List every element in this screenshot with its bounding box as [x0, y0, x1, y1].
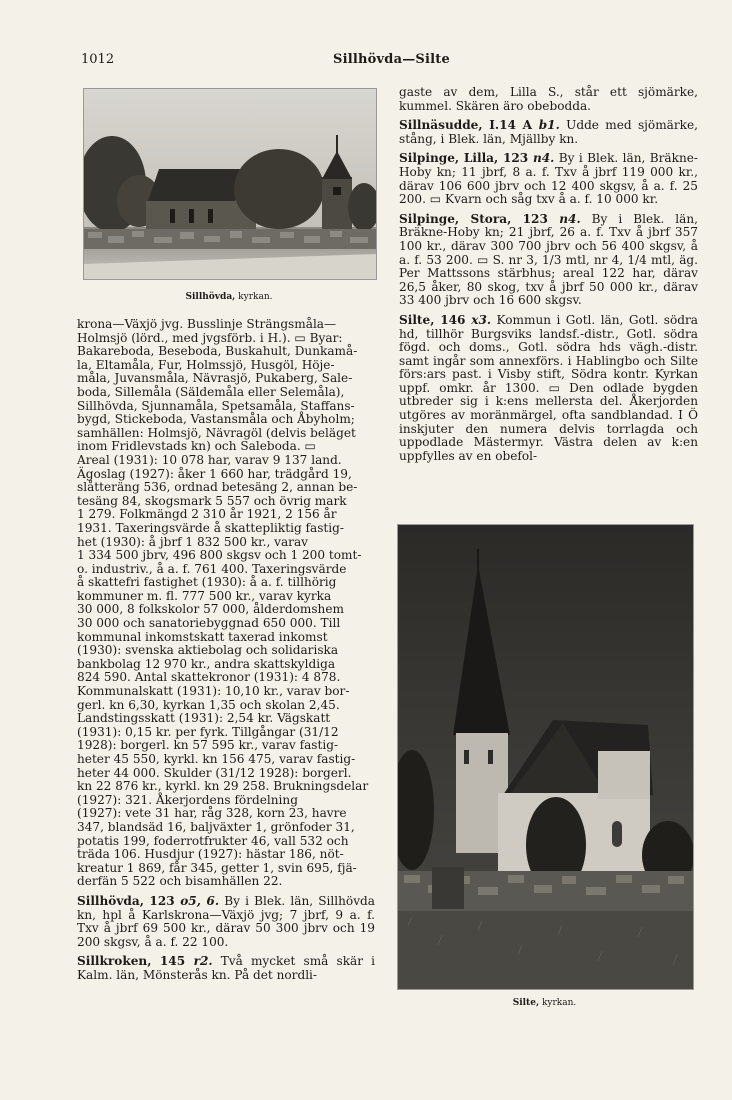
text-line: (1927): vete 31 har, råg 328, korn 23, havre: [77, 806, 347, 821]
running-title: Sillhövda—Silte: [333, 52, 450, 67]
text-line: boda, Sillemåla (Säldemåla eller Selemåla),: [77, 384, 345, 399]
text-line: inom Fridlevstads kn) och Saleboda. ▭: [77, 439, 316, 454]
text-line: kommuner m. fl. 777 500 kr., varav kyrka: [77, 588, 332, 603]
text-line: samhällen: Holmsjö, Nävragöl (delvis beläget: [77, 425, 356, 440]
text-line: (1930): svenska aktiebolag och solidariska: [77, 643, 339, 658]
text-line: tesäng 84, skogsmark 5 557 och övrig mark: [77, 493, 347, 508]
text-line: 347, blandsäd 16, baljväxter 1, grönfoder 31,: [77, 819, 355, 834]
text-line: 1 334 500 jbrv, 496 800 skgsv och 1 200 tomt-: [77, 548, 362, 563]
text-line: kn 22 876 kr., kyrkl. kn 29 258. Brukningsdelar: [77, 779, 369, 794]
text-line: la, Eltamåla, Fur, Holmssjö, Husgöl, Höje-: [77, 357, 335, 372]
text-line: Bakareboda, Beseboda, Buskahult, Dunkamå-: [77, 344, 358, 359]
entry-sillkroken: Sillkroken, 145 r2. Två mycket små skär i Kalm. län, Mönsterås kn. På det nordli-: [77, 954, 375, 982]
right-column: [399, 86, 698, 469]
text-line: Holmsjö (lörd., med jvgsförb. i H.). ▭ Byar:: [77, 330, 343, 345]
text-line: gerl. kn 6,30, kyrkan 1,35 och skolan 2,45.: [77, 697, 340, 712]
text-line: potatis 199, foderrotfrukter 46, vall 532 och: [77, 833, 349, 848]
text-line: 30 000, 8 folkskolor 57 000, ålderdomshem: [77, 602, 344, 617]
text-line: kommunal inkomstskatt taxerad inkomst: [77, 629, 328, 644]
text-line: Kommunalskatt (1931): 10,10 kr., varav bor-: [77, 684, 350, 699]
text-line: Sillhövda, Sjunnamåla, Spetsamåla, Staffans-: [77, 398, 355, 413]
text-line: bankbolag 12 970 kr., andra skattskyldiga: [77, 656, 336, 671]
text-line: 1931. Taxeringsvärde å skattepliktig fastig-: [77, 520, 344, 535]
entry-silpinge-stora: Silpinge, Stora, 123 n4. By i Blek. län, Bräkne-Hoby kn; 21 jbrf, 26 a. f. Txv å jbrf 357 100 kr., därav 300 700 jbrv och 56 400 skgsv, å a. f. 53 200. ▭ S. nr 3, 1/3 mtl, nr 4, 1/4 mtl, äg. Per Mattssons stärbhus; areal 122 har, därav 26,5 åker, 80 skog, txv å jbrf 50 000 kr., därav 33 400 jbrv och 16 600 skgsv.: [399, 211, 698, 308]
entry-sillnasudde: Sillnäsudde, I.14 A b1. Udde med sjömärke, stång, i Blek. län, Mjällby kn.: [399, 118, 698, 146]
text-line: krona—Växjö jvg. Busslinje Strängsmåla—: [77, 317, 337, 331]
text-line: kreatur 1 869, får 345, getter 1, svin 695, fjä-: [77, 860, 357, 875]
caption-silte: Silte, kyrkan.: [512, 998, 577, 1008]
left-column: [77, 318, 375, 989]
text-line: 30 000 och sanatoriebyggnad 650 000. Till: [77, 616, 341, 631]
caption-sillhovda: Sillhövda, kyrkan.: [185, 292, 273, 302]
text-line: (1931): 0,15 kr. per fyrk. Tillgångar (31/12: [77, 724, 339, 739]
page-number: 1012: [81, 52, 115, 67]
text-line: 824 590. Antal skattekronor (1931): 4 878.: [77, 670, 341, 685]
text-line: bygd, Stickeboda, Vastansmåla och Åbyholm;: [77, 412, 355, 427]
text-line: 1 279. Folkmängd 2 310 år 1921, 2 156 år: [77, 507, 337, 522]
text-line: träda 106. Husdjur (1927): hästar 186, nöt-: [77, 847, 344, 862]
entry-silpinge-lilla: Silpinge, Lilla, 123 n4. By i Blek. län, Bräkne-Hoby kn; 11 jbrf, 8 a. f. Txv å jbrf 119 000 kr., därav 106 600 jbrv och 12 400 skgsv, å a. f. 25 200. ▭ Kvarn och såg txv å a. f. 10 000 kr.: [399, 151, 698, 207]
text-line: (1927): 321. Åkerjordens fördelning: [77, 792, 298, 807]
text-line: å skattefri fastighet (1930): å a. f. tillhörig: [77, 575, 337, 590]
sillhovda-kommun-continuation: [77, 318, 375, 889]
text-line: o. industriv., å a. f. 761 400. Taxeringsvärde: [77, 561, 347, 576]
text-line: heter 44 000. Skulder (31/12 1928): borgerl.: [77, 765, 352, 780]
text-line: heter 45 550, kyrkl. kn 156 475, varav fastig-: [77, 752, 356, 766]
text-line: Ägoslag (1927): åker 1 660 har, trädgård 19,: [77, 466, 352, 481]
photo-silte-church: [397, 524, 694, 990]
photo-sillhovda-church: [83, 88, 377, 280]
entry-sillhovda: Sillhövda, 123 o5, 6. By i Blek. län, Sillhövda kn, hpl å Karlskrona—Växjö jvg; 7 jbrf, 9 a. f. Txv å jbrf 69 500 kr., därav 50 300 jbrv och 19 200 skgsv, å a. f. 22 100.: [77, 893, 375, 949]
text-line: 1928): borgerl. kn 57 595 kr., varav fastig-: [77, 738, 339, 753]
text-line: derfän 5 522 och bisamhällen 22.: [77, 874, 283, 889]
entry-silte: Silte, 146 x3. Kommun i Gotl. län, Gotl. södra hd, tillhör Burgsviks landsf.-distr., Gotl. södra fögd. och doms., Gotl. södra hds vägh.-distr. samt ingår som annexförs. i Hablingbo och Silte förs:ars past. i Visby stift, Södra kontr. Kyrkan uppf. omkr. år 1300. ▭ Den odlade bygden utbreder sig i k:ens mellersta del. Åkerjorden utgöres av moränmärgel, ofta sandblandad. I Ö inskjuter den numera delvis torrlagda och uppodlade Mästermyr. Västra delen av k:en uppfylles av en obefol-: [399, 312, 698, 463]
text-line: måla, Juvansmåla, Nävrasjö, Pukaberg, Sale-: [77, 371, 353, 386]
text-line: Landstingsskatt (1931): 2,54 kr. Vägskatt: [77, 711, 331, 726]
sillkroken-continuation: gaste av dem, Lilla S., står ett sjömärke, kummel. Skären äro obebodda.: [399, 85, 698, 113]
text-line: slåtteräng 536, ordnad betesäng 2, annan be-: [77, 480, 358, 495]
text-line: Areal (1931): 10 078 har, varav 9 137 land.: [77, 452, 342, 467]
text-line: het (1930): å jbrf 1 832 500 kr., varav: [77, 534, 309, 549]
page-header: [0, 52, 732, 72]
